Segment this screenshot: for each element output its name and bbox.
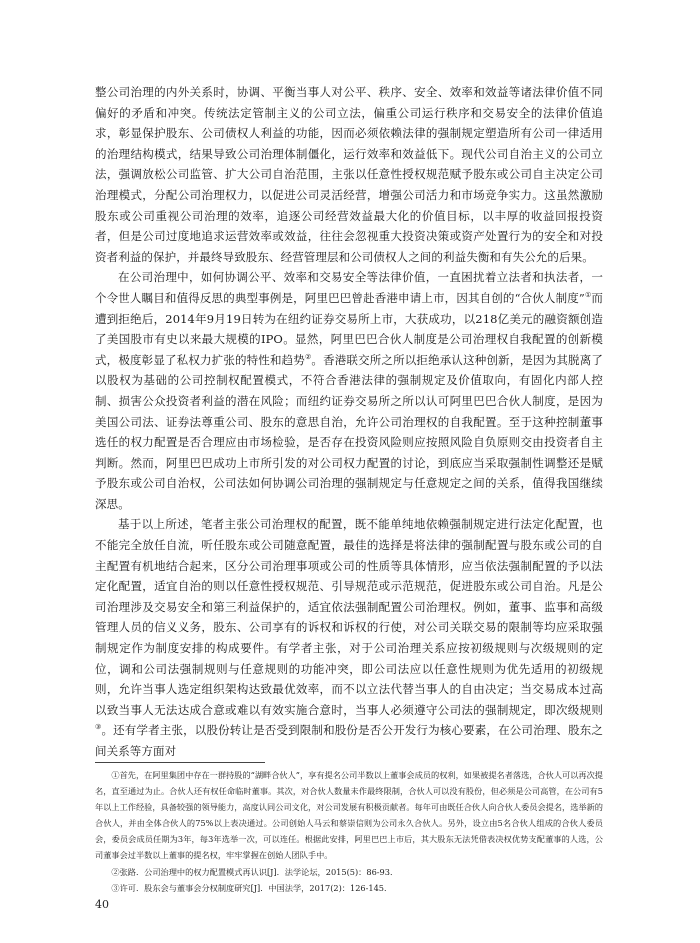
footnote-divider [95,762,265,763]
paragraph-alibaba-example [95,267,603,514]
footnote-ref-3[interactable]: ③ [95,723,102,732]
paragraph-text: 在公司治理中，如何协调公平、效率和交易安全等法律价值，一直困扰着立法者和执法者，一个令世人瞩目和值得反思的典型事例是，阿里巴巴曾赴香港申请上市，因其自创的“合伙人制度” [95,270,603,305]
paragraph-text: 。香港联交所之所以拒绝承认这种创新，是因为其脱离了以股权为基础的公司控制权配置模式，不符合香港法律的强制规定及价值取向，有固化内部人控制、损害公众投资者利益的潜在风险；而纽约证券交易所之所以认可阿里巴巴合伙人制度，是因为美国公司法、证券法尊重公司、股东的意思自治，允许公司治理权的自我配置。至于这种控制董事选任的权力配置是否合理应由市场检验，是否存在投资风险则应按照风险自负原则交由投资者自主判断。然而，阿里巴巴成功上市所引发的对公司权力配置的讨论，到底应当采取强制性调整还是赋予股东或公司自治权，公司法如何协调公司治理的强制规定与任意规定之间的关系，值得我国继续深思。 [95,352,603,511]
footnote-ref-1[interactable]: ① [584,291,592,300]
paragraph-text: 基于以上所述，笔者主张公司治理权的配置，既不能单纯地依赖强制规定进行法定化配置，也不能完全放任自流，听任股东或公司随意配置，最佳的选择是将法律的强制配置与股东或公司的自主配置有机地结合起来，区分公司治理事项或公司的性质等具体情形，应当依法强制配置的予以法定化配置，适宜自治的则以任意性授权规范、引导规范或示范规范，促进股东或公司自治。凡是公司治理涉及交易安全和第三利益保护的，适宜依法强制配置公司治理权。例如，董事、监事和高级管理人员的信义义务，股东、公司享有的诉权和诉权的行使，对公司关联交易的限制等均应采取强制规定作为制度安排的构成要件。有学者主张，对于公司治理关系应按初级规则与次级规则的定位，调和公司法强制规则与任意规则的功能冲突，即公司法应以任意性规则为优先适用的初级规则，允许当事人选定组织架构达致最优效率，而不以立法代替当事人的自由决定；当交易成本过高以致当事人无法达成合意或难以有效实施合意时，当事人必须遵守公司法的强制规定，即次级规则 [95,517,603,717]
footnote-3: ③许可．股东会与董事会分权制度研究[J]．中国法学，2017(2)：126-145． [111,882,393,893]
footnote-2: ②张路．公司治理中的权力配置模式再认识[J]．法学论坛，2015(5)：86-93． [111,866,399,877]
paragraph-continued: 整公司治理的内外关系时，协调、平衡当事人对公平、秩序、安全、效率和效益等诸法律价值不同偏好的矛盾和冲突。传统法定管制主义的公司立法，偏重公司运行秩序和交易安全的法律价值追求，彰显保护股东、公司债权人利益的功能，因而必须依赖法律的强制规定塑造所有公司一律适用的治理结构模式，结果导致公司治理体制僵化，运行效率和效益低下。现代公司自治主义的公司立法，强调放松公司监管、扩大公司自治范围，主张以任意性授权规范赋予股东或公司自主决定公司治理模式，分配公司治理权力，以促进公司灵活经营，增强公司活力和市场竞争实力。这虽然激励股东或公司重视公司治理的效率，追逐公司经营效益最大化的价值目标，以丰厚的收益回报投资者，但是公司过度地追求运营效率或效益，往往会忽视重大投资决策或资产处置行为的安全和对投资者利益的保护，并最终导致股东、经营管理层和公司债权人之间的利益失衡和有失公允的后果。 [95,85,603,264]
footnote-1: ①首先，在阿里集团中存在一群持股的“湖畔合伙人”，享有提名公司半数以上董事会成员的权利，如果被提名者落选，合伙人可以再次提名，直至通过为止。合伙人还有权任命临时董事。其次，对合伙人数量未作最终限制，合伙人可以没有股份，但必须是公司高管，在公司有5年以上工作经验，具备较强的领导能力，高度认同公司文化，对公司发展有积极贡献者。每年可由既任合伙人向合伙人委员会提名，选举新的合伙人，并由全体合伙人的75%以上表决通过。公司创始人马云和蔡崇信则为公司永久合伙人。另外，设立由5名合伙人组成的合伙人委员会，委员会成员任期为3年，每3年选举一次，可以连任。根据此安排，阿里巴巴上市后，其大股东无法凭借表决权优势支配董事的人选，公司董事会过半数以上董事的提名权，牢牢掌握在创始人团队手中。 [95,770,603,861]
paragraph-text: 而遭到拒绝后，2014年9月19日转为在纽约证券交易所上市，大获成功，以218亿美元的融资额创造了美国股市有史以来最大规模的IPO。显然，阿里巴巴合伙人制度是公司治理权自我配置的创新模式，极度彰显了私权力扩张的特性和趋势 [95,290,603,367]
paragraph-text: 。还有学者主张，以股份转让是否受到限制和股份是否公开发行为核心要素，在公司治理、股东之间关系等方面对 [95,723,603,758]
footnotes [95,767,603,896]
main-body-text [95,82,603,762]
paragraph-author-view [95,514,603,761]
page-number: 40 [95,898,109,911]
footnote-ref-2[interactable]: ② [304,352,312,361]
